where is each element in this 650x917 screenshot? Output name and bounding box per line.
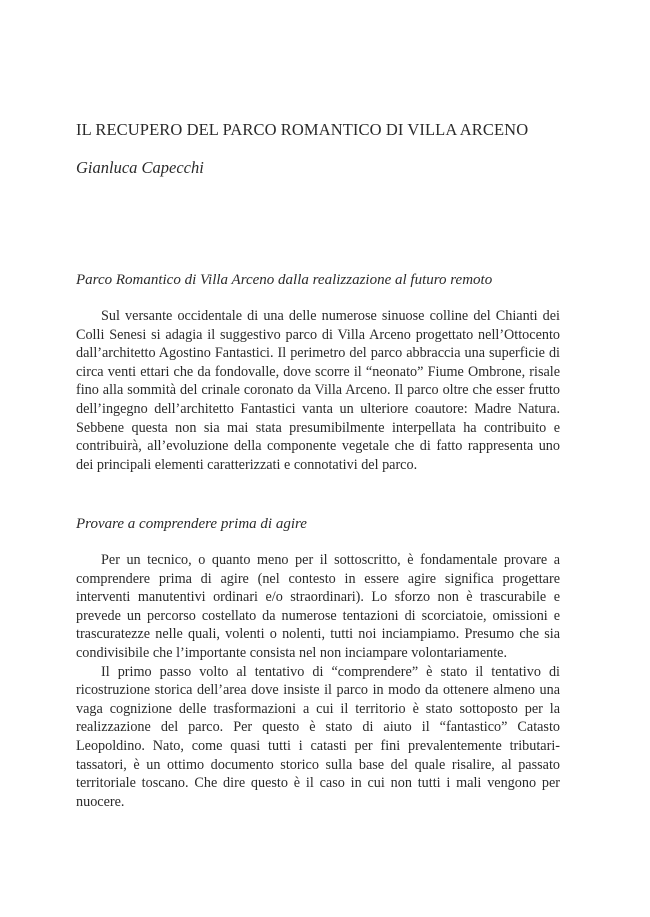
- paragraph: Il primo passo volto al tentativo di “comprendere” è stato il tentativo di ricostruzione storica dell’area dove insiste il parco in modo da ottenere almeno una vaga cognizione delle trasformazioni a cui il territorio è stato sottoposto per la realizzazione del parco. Per questo è stato di aiuto il “fantastico” Catasto Leopoldino. Nato, come quasi tutti i catasti per fini prevalentemente tributari-tassatori, è un ottimo documento storico sulla base del quale risalire, al passato territoriale toscano. Che dire questo è il caso in cui non tutti i mali vengono per nuocere.: [76, 663, 560, 810]
- article-author: Gianluca Capecchi: [76, 158, 204, 177]
- paragraph: Sul versante occidentale di una delle numerose sinuose colline del Chianti dei Colli Senesi si adagia il suggestivo parco di Villa Arceno progettato nell’Ottocento dall’architetto Agostino Fantastici. Il perimetro del parco abbraccia una superficie di circa venti ettari che da fondovalle, dove scorre il “neonato” Fiume Ombrone, risale fino alla sommità del crinale coronato da Villa Arceno. Il parco oltre che esser frutto dell’ingegno dell’architetto Fantastici vanta un ulteriore coautore: Madre Natura. Sebbene questa non sia mai stata presumibilmente interpellata ha contribuito e contribuirà, all’evoluzione della componente vegetale che di fatto rappresenta uno dei principali elementi caratterizzati e connotativi del parco.: [76, 308, 560, 473]
- paragraph: Per un tecnico, o quanto meno per il sottoscritto, è fondamentale provare a comprendere prima di agire (nel contesto in essere agire significa progettare interventi manutentivi ordinari e/o straordinari). Lo sforzo non è trascurabile e prevede un percorso costellato da numerose tentazioni di scorciatoie, omissioni e trascuratezze nelle quali, volenti o nolenti, tutti noi inciampiamo. Presumo che sia condivisibile che l’importante consista nel non inciampare volontariamente.: [76, 552, 560, 661]
- section-provare-a-comprendere: [76, 515, 560, 811]
- article-title: IL RECUPERO DEL PARCO ROMANTICO DI VILLA ARCENO: [76, 120, 529, 139]
- section-heading: Parco Romantico di Villa Arceno dalla realizzazione al futuro remoto: [76, 272, 493, 288]
- section-parco-romantico: [76, 271, 560, 474]
- section-heading: Provare a comprendere prima di agire: [76, 516, 307, 532]
